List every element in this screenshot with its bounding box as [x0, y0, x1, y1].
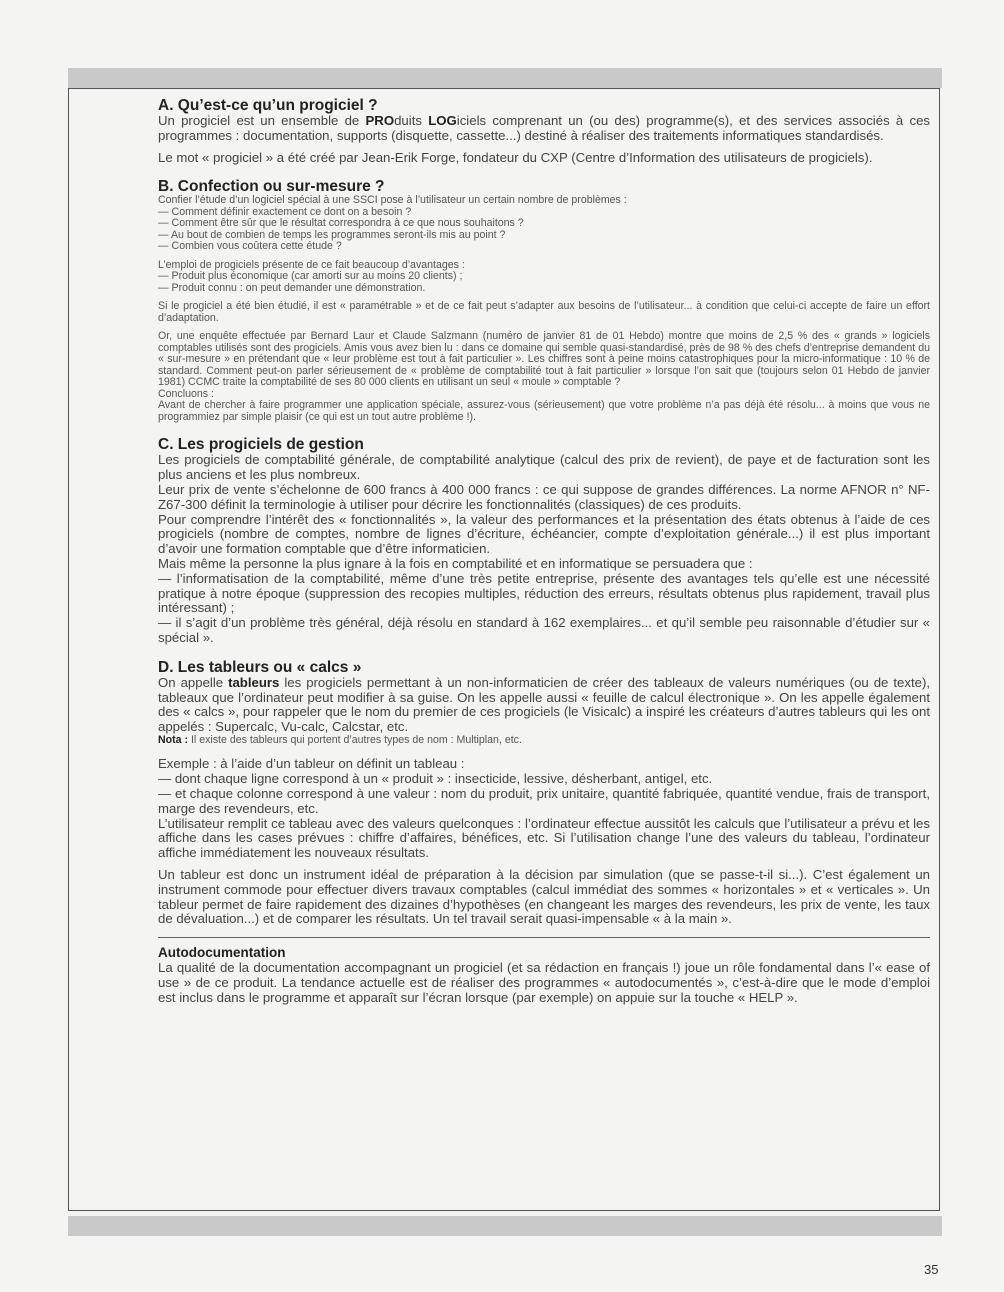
list-item: — Produit connu : on peut demander une démonstration. [158, 281, 426, 294]
bottom-gray-band [68, 1216, 942, 1236]
advantages-list [158, 271, 930, 294]
section-c-paragraph-3: Pour comprendre l’intérêt des « fonctionnalités », la valeur des performances et la présentation des états obtenus à l’aide de ces progiciels (nombre de comptes, nombre de lignes d’écriture, échéancier, compte d’exploitation générale...) il est plus important d’avoir une formation comptable que d’être informaticien. [158, 511, 930, 557]
section-b-paragraph-3: Si le progiciel a été bien étudié, il est « paramétrable » et de ce fait peut s’adapter aux besoins de l’utilisateur... à condition que celui-ci accepte de faire un effort d’adaptation. [158, 300, 930, 324]
bold-run: PRO [365, 113, 395, 128]
section-c-paragraph-5: — l’informatisation de la comptabilité, même d’une très petite entreprise, présente des avantages tels qu’elle est une nécessité pratique à notre époque (suppression des recopies multiples, réduction des erreurs, résultats obtenus plus rapidement, travail plus intéressant) ; [158, 570, 930, 616]
section-c-paragraph-6: — il s’agit d’un problème très général, déjà résolu en standard à 162 exemplaires... et qu’il semble peu raisonnable d’étudier sur « spécial ». [158, 615, 930, 645]
autodoc-title: Autodocumentation [158, 945, 286, 961]
page-number: 35 [924, 1262, 939, 1277]
section-a-paragraph-2: Le mot « progiciel » a été créé par Jean-Erik Forge, fondateur du CXP (Centre d’Information des utilisateurs de progiciels). [158, 149, 873, 165]
list-item: — Comment être sûr que le résultat correspondra à ce que nous souhaitons ? [158, 217, 524, 230]
problems-list [158, 207, 930, 253]
section-b-paragraph-4: Or, une enquête effectuée par Bernard Laur et Claude Salzmann (numéro de janvier 81 de 01 Hebdo) montre que moins de 2,5 % des « grands » logiciels comptables utilisés sont des progiciels. Amis vous avez bien lu : dans ce domaine qui semble quasi-standardisé, près de 98 % des chefs d’entreprise demandent du « sur-mesure » en prétendant que « leur problème est tout à fait particulier ». Les chiffres sont à peine moins catastrophiques pour la micro-informatique : 10 % de standard. Comment peut-on parler sérieusement de « problème de comptabilité tout à fait particulier » lorsque l’on sait que (toujours selon 01 Hebdo de janvier 1981) CCMC traite la comptabilité de ses 80 000 clients en utilisant un seul « moule » comptable ? [158, 330, 930, 389]
section-c-paragraph-4: Mais même la personne la plus ignare à la fois en comptabilité et en informatique se persuadera que : [158, 555, 753, 571]
section-d-paragraph-2: L’utilisateur remplit ce tableau avec des valeurs quelconques : l’ordinateur effectue aussitôt les calculs que l’utilisateur a prévu et les affiche dans les cases prévues : chiffre d’affaires, bénéfices, etc. Si l’utilisation change l’une des valeurs du tableau, l’ordinateur affiche immédiatement les nouveaux résultats. [158, 815, 930, 861]
section-c-paragraph-2: Leur prix de vente s’échelonne de 600 francs à 400 000 francs : ce qui suppose de grandes différences. La norme AFNOR n° NF-Z67-300 définit la terminologie à utiliser pour décrire les fonctionnalités (classiques) de ces produits. [158, 481, 930, 512]
text-run: On appelle [158, 674, 229, 690]
text-run: Un progiciel est un ensemble de [158, 113, 366, 128]
bold-run: tableurs [228, 674, 280, 690]
nota [158, 735, 930, 747]
text-run: duits [394, 113, 429, 128]
section-d-paragraph-3: Un tableur est donc un instrument idéal de préparation à la décision par simulation (que se passe-t-il si...). C’est également un instrument commode pour effectuer divers travaux comptables (calcul immédiat des sommes « horizontales » et « verticales ». Un tableur permet de faire rapidement des dizaines d’hypothèses (en changeant les marges des revendeurs, les prix de vente, les taux de dévaluation...) et de comparer les résultats. Un tel travail serait quasi-impensable « à la main ». [158, 867, 930, 927]
text-run: les progiciels permettant à un non-informaticien de créer des tableaux de valeurs numériques (ou de texte), tableaux que l’ordinateur peut modifier à sa guise. On les appelle aussi « feuille de calcul électronique ». On les appelle également des « calcs », pour rappeler que le nom du premier de ces progiciels (le Visicalc) a inspiré les créateurs d’autres tableurs qui les ont appelés : Supercalc, Vu-calc, Calcstar, etc. [158, 674, 930, 735]
autodoc-paragraph: La qualité de la documentation accompagnant un progiciel (et sa rédaction en français !) joue un rôle fondamental dans l’« ease of use » de ce produit. La tendance actuelle est de réaliser des programmes « autodocumentés », c’est-à-dire que le mode d’emploi est inclus dans le programme et apparaît sur l’écran lorsque (par exemple) on appuie sur la touche « HELP ». [158, 960, 930, 1005]
list-item: — Produit plus économique (car amorti sur au moins 20 clients) ; [158, 270, 463, 283]
list-item: — Combien vous coûtera cette étude ? [158, 240, 342, 253]
top-gray-band [68, 68, 942, 88]
nota-text: Il existe des tableurs qui portent d’autres types de nom : Multiplan, etc. [190, 733, 522, 746]
list-item: — Au bout de combien de temps les programmes seront-ils mis au point ? [158, 228, 506, 241]
conclusion-text: Avant de chercher à faire programmer une application spéciale, assurez-vous (sérieusement) que votre problème n’a pas déjà été résolu... à moins que vous ne programmiez par simple plaisir (ce qui est un tout autre problème !). [158, 399, 930, 423]
list-item: — Comment définir exactement ce dont on a besoin ? [158, 205, 412, 218]
section-a-paragraph-1 [158, 114, 930, 144]
section-b-intro: Confier l’étude d’un logiciel spécial à une SSCI pose à l’utilisateur un certain nombre de problèmes : [158, 194, 627, 207]
section-b-title: B. Confection ou sur-mesure ? [158, 178, 385, 196]
page-content [158, 97, 930, 1006]
section-c-title: C. Les progiciels de gestion [158, 436, 364, 454]
text-run: iciels comprenant un (ou des) programme(s), et des services associés à ces programmes : documentation, supports (disquette, cassette...) destiné à réaliser des traitements informatiques standardisés. [158, 113, 930, 143]
nota-label: Nota : [158, 733, 189, 746]
section-d-title: D. Les tableurs ou « calcs » [158, 658, 362, 676]
list-item: — dont chaque ligne correspond à un « produit » : insecticide, lessive, désherbant, antigel, etc. [158, 771, 713, 787]
bold-run: LOG [428, 113, 457, 128]
advantages-intro: L’emploi de progiciels présente de ce fait beaucoup d’avantages : [158, 258, 465, 271]
divider [158, 937, 930, 938]
section-d-paragraph-1 [158, 676, 930, 735]
section-a-title: A. Qu’est-ce qu’un progiciel ? [158, 97, 378, 114]
example-intro: Exemple : à l’aide d’un tableur on définit un tableau : [158, 756, 465, 772]
section-c-paragraph-1: Les progiciels de comptabilité générale, de comptabilité analytique (calcul des prix de revient), de paye et de facturation sont les plus anciens et les plus nombreux. [158, 452, 930, 483]
list-item: — et chaque colonne correspond à une valeur : nom du produit, prix unitaire, quantité fabriquée, quantité vendue, frais de transport, marge des revendeurs, etc. [158, 786, 930, 816]
conclusion-label: Concluons : [158, 387, 214, 400]
